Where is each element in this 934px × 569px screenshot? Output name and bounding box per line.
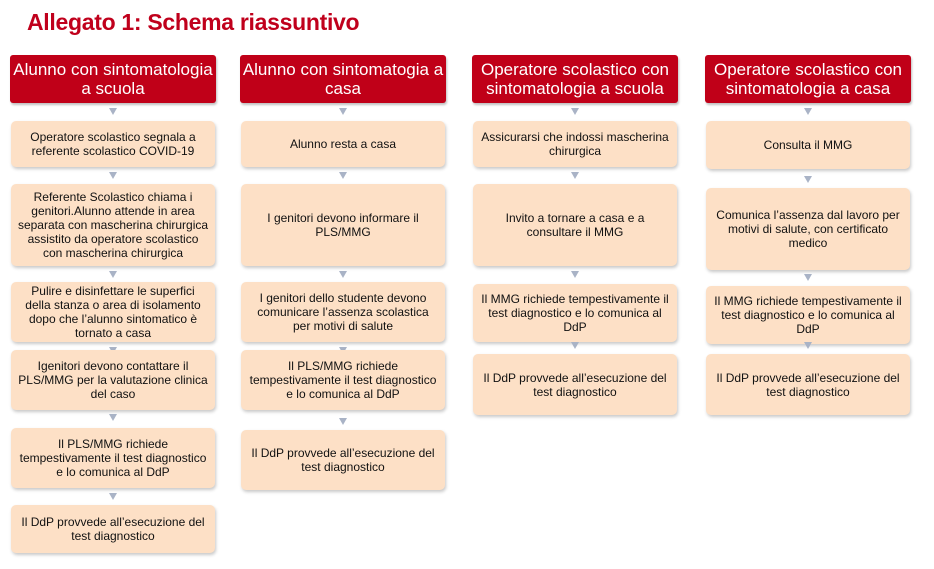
flow-step: Consulta il MMG — [706, 121, 910, 169]
flow-step: Il DdP provvede all’esecuzione del test diagnostico — [473, 354, 677, 415]
arrow-down-icon — [109, 493, 117, 500]
flow-step: I genitori dello studente devono comunicare l’assenza scolastica per motivi di salute — [241, 282, 445, 342]
arrow-down-icon — [804, 342, 812, 349]
arrow-down-icon — [804, 108, 812, 115]
flow-step: Operatore scolastico segnala a referente scolastico COVID-19 — [11, 121, 215, 167]
arrow-down-icon — [804, 274, 812, 281]
flow-step: Il MMG richiede tempestivamente il test diagnostico e lo comunica al DdP — [473, 284, 677, 342]
arrow-down-icon — [571, 172, 579, 179]
arrow-down-icon — [109, 172, 117, 179]
arrow-down-icon — [571, 342, 579, 349]
flow-step: Il PLS/MMG richiede tempestivamente il test diagnostico e lo comunica al DdP — [241, 350, 445, 410]
arrow-down-icon — [571, 108, 579, 115]
column-header: Operatore scolastico con sintomatologia a scuola — [472, 55, 678, 103]
arrow-down-icon — [109, 414, 117, 421]
flow-step: Pulire e disinfettare le superfici della stanza o area di isolamento dopo che l’alunno sintomatico è tornato a casa — [11, 282, 215, 342]
page-title: Allegato 1: Schema riassuntivo — [27, 9, 360, 35]
column-header: Operatore scolastico con sintomatologia a casa — [705, 55, 911, 103]
flow-step: Il DdP provvede all’esecuzione del test diagnostico — [706, 354, 910, 415]
flow-step: Invito a tornare a casa e a consultare il MMG — [473, 184, 677, 266]
column-header: Alunno con sintomatogia a casa — [240, 55, 446, 103]
column-header: Alunno con sintomatologia a scuola — [10, 55, 216, 103]
flow-step: Comunica l’assenza dal lavoro per motivi di salute, con certificato medico — [706, 188, 910, 270]
flow-step: Il DdP provvede all’esecuzione del test diagnostico — [241, 430, 445, 490]
arrow-down-icon — [571, 271, 579, 278]
arrow-down-icon — [339, 172, 347, 179]
arrow-down-icon — [109, 271, 117, 278]
arrow-down-icon — [339, 271, 347, 278]
flow-step: Il PLS/MMG richiede tempestivamente il test diagnostico e lo comunica al DdP — [11, 428, 215, 488]
flow-step: Assicurarsi che indossi mascherina chirurgica — [473, 121, 677, 167]
arrow-down-icon — [109, 108, 117, 115]
arrow-down-icon — [339, 108, 347, 115]
flow-step: I genitori devono informare il PLS/MMG — [241, 184, 445, 266]
flow-step: Referente Scolastico chiama i genitori.Alunno attende in area separata con mascherina chirurgica assistito da operatore scolastico con mascherina chirurgica — [11, 184, 215, 266]
arrow-down-icon — [804, 176, 812, 183]
flow-step: Il DdP provvede all’esecuzione del test diagnostico — [11, 505, 215, 553]
arrow-down-icon — [339, 418, 347, 425]
flow-step: Igenitori devono contattare il PLS/MMG per la valutazione clinica del caso — [11, 350, 215, 410]
flow-step: Il MMG richiede tempestivamente il test diagnostico e lo comunica al DdP — [706, 286, 910, 344]
flow-step: Alunno resta a casa — [241, 121, 445, 167]
